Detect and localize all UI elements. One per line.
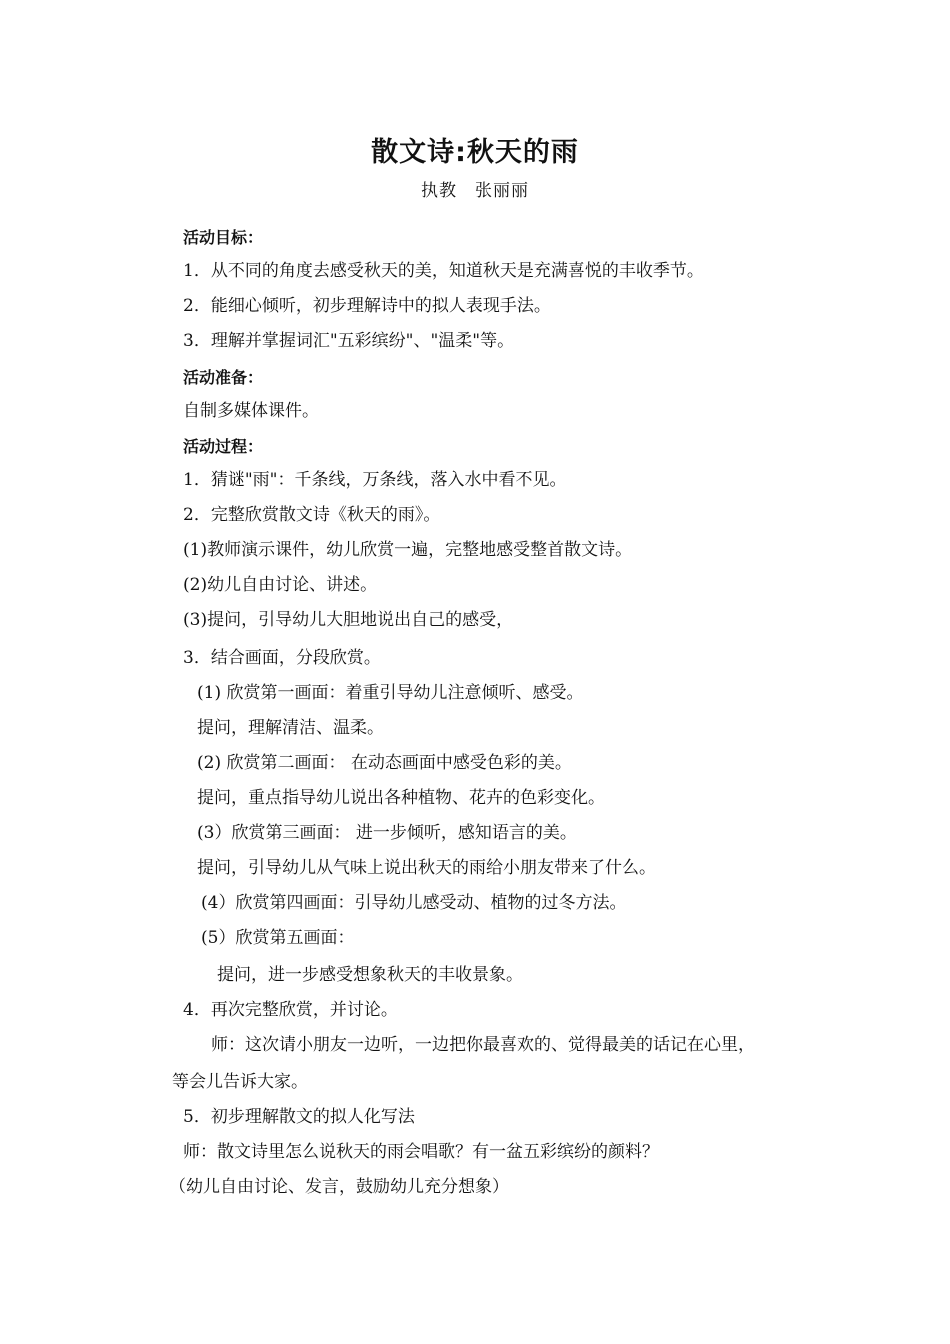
process-substep: 提问，进一步感受想象秋天的丰收景象。 [217,965,523,985]
process-substep: (3）欣赏第三画面： 进一步倾听，感知语言的美。 [197,823,577,843]
process-substep: 提问，引导幼儿从气味上说出秋天的雨给小朋友带来了什么。 [197,858,656,878]
process-substep: (1) 欣赏第一画面：着重引导幼儿注意倾听、感受。 [197,683,584,703]
process-step: 3．结合画面，分段欣赏。 [183,648,381,668]
prep-heading: 活动准备： [183,368,264,387]
goal-item: 2．能细心倾听，初步理解诗中的拟人表现手法。 [183,296,551,316]
document-title: 散文诗:秋天的雨 [371,137,579,168]
process-step: 1．猜谜"雨"：千条线，万条线，落入水中看不见。 [183,470,567,490]
process-step: 5．初步理解散文的拟人化写法 [183,1107,415,1127]
process-substep: 提问，重点指导幼儿说出各种植物、花卉的色彩变化。 [197,788,605,808]
process-substep: 师：这次请小朋友一边听，一边把你最喜欢的、觉得最美的话记在心里， [211,1035,755,1055]
goals-heading: 活动目标： [183,228,264,247]
process-substep: （幼儿自由讨论、发言，鼓励幼儿充分想象） [169,1177,509,1197]
process-heading: 活动过程： [183,437,264,456]
process-step: 4．再次完整欣赏，并讨论。 [183,1000,398,1020]
process-substep: (5）欣赏第五画面： [201,928,355,948]
goal-item: 3．理解并掌握词汇"五彩缤纷"、"温柔"等。 [183,331,515,351]
process-substep: (1)教师演示课件，幼儿欣赏一遍，完整地感受整首散文诗。 [183,540,633,560]
process-substep: 提问，理解清洁、温柔。 [197,718,384,738]
process-substep: (4）欣赏第四画面：引导幼儿感受动、植物的过冬方法。 [201,893,627,913]
prep-text: 自制多媒体课件。 [183,401,319,421]
process-substep: (3)提问，引导幼儿大胆地说出自己的感受， [183,610,514,630]
process-substep: 等会儿告诉大家。 [172,1072,308,1092]
teacher-line: 执教 张丽丽 [421,181,529,201]
process-substep: 师：散文诗里怎么说秋天的雨会唱歌？有一盆五彩缤纷的颜料？ [183,1142,659,1162]
process-substep: (2) 欣赏第二画面： 在动态画面中感受色彩的美。 [197,753,572,773]
process-substep: (2)幼儿自由讨论、讲述。 [183,575,378,595]
process-step: 2．完整欣赏散文诗《秋天的雨》。 [183,505,441,525]
goal-item: 1．从不同的角度去感受秋天的美，知道秋天是充满喜悦的丰收季节。 [183,261,704,281]
